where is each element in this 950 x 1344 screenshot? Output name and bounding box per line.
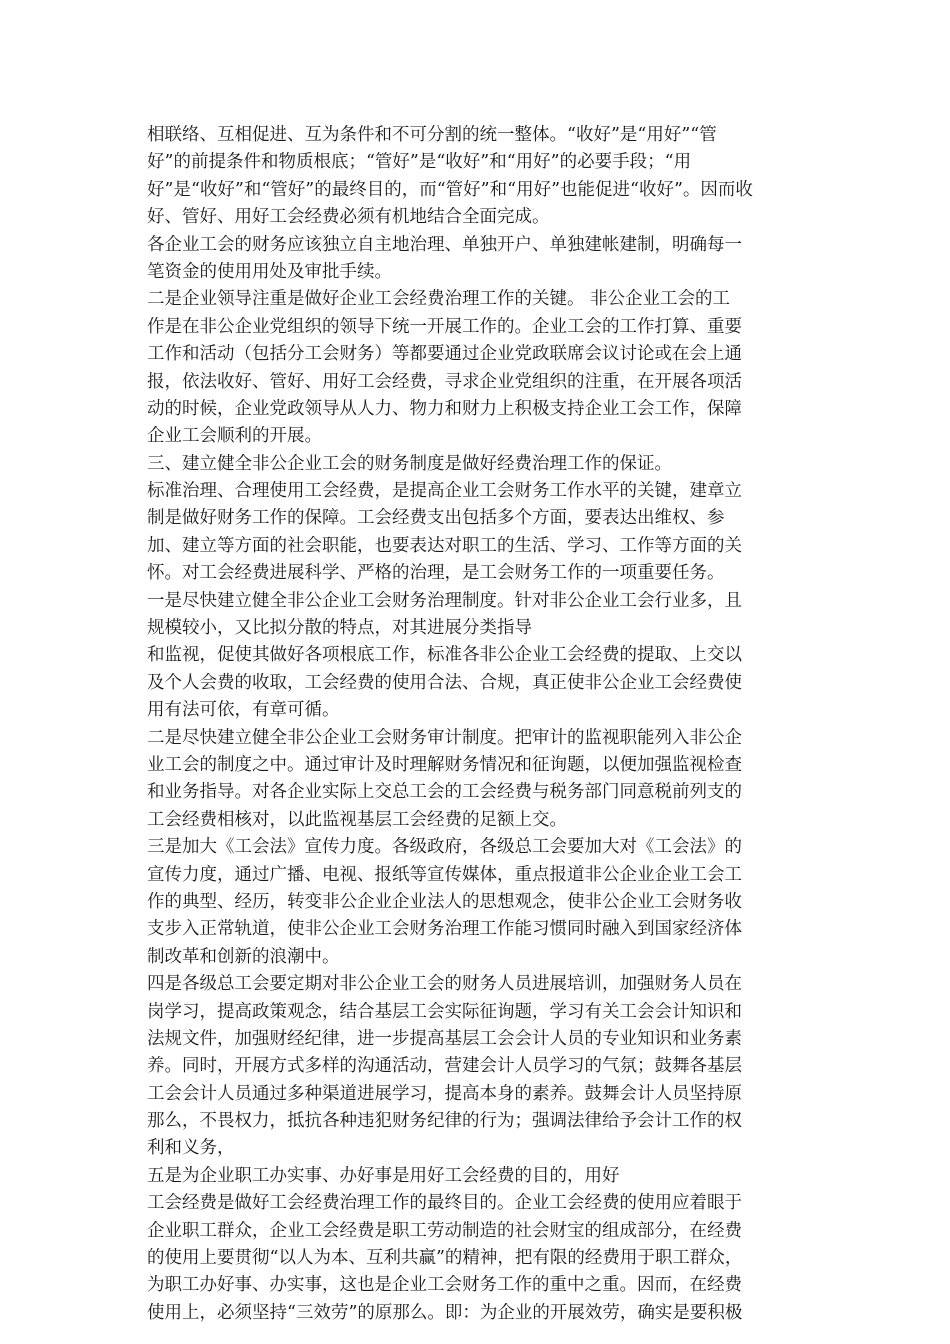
text-line: 好”的前提条件和物质根底；“管好”是“收好”和“用好”的必要手段；“用 [147, 152, 692, 173]
text-line: 笔资金的使用用处及审批手续。 [147, 261, 392, 282]
text-line: 及个人会费的收取，工会经费的使用合法、合规，真正使非公企业工会经费使 [147, 672, 742, 693]
text-line: 报，依法收好、管好、用好工会经费，寻求企业党组织的注重，在开展各项活 [147, 371, 742, 392]
text-line: 企业职工群众，企业工会经费是职工劳动制造的社会财宝的组成部分，在经费 [147, 1220, 742, 1241]
text-line: 好、管好、用好工会经费必须有机地结合全面完成。 [147, 207, 550, 228]
text-line: 和监视，促使其做好各项根底工作，标准各非公企业工会经费的提取、上交以 [147, 645, 742, 666]
text-line: 支步入正常轨道，使非公企业工会财务治理工作能习惯同时融入到国家经济体 [147, 919, 742, 940]
text-line: 和业务指导。对各企业实际上交总工会的工会经费与税务部门同意税前列支的 [147, 782, 742, 803]
text-line: 标准治理、合理使用工会经费，是提高企业工会财务工作水平的关键，建章立 [147, 481, 742, 502]
text-line: 制是做好财务工作的保障。工会经费支出包括多个方面，要表达出维权、参 [147, 508, 725, 529]
text-line: 养。同时，开展方式多样的沟通活动，营建会计人员学习的气氛；鼓舞各基层 [147, 1056, 742, 1077]
text-line: 利和义务， [147, 1138, 235, 1159]
text-line: 为职工办好事、办实事，这也是企业工会财务工作的重中之重。因而，在经费 [147, 1275, 742, 1296]
text-line: 怀。对工会经费进展科学、严格的治理，是工会财务工作的一项重要任务。 [147, 563, 725, 584]
text-line: 那么，不畏权力，抵抗各种违犯财务纪律的行为；强调法律给予会计工作的权 [147, 1111, 742, 1132]
text-line: 三是加大《工会法》宣传力度。各级政府，各级总工会要加大对《工会法》的 [147, 837, 742, 858]
text-line: 一是尽快建立健全非公企业工会财务治理制度。针对非公企业工会行业多，且 [147, 590, 742, 611]
text-line: 宣传力度，通过广播、电视、报纸等宣传媒体，重点报道非公企业企业工会工 [147, 864, 742, 885]
text-line: 二是尽快建立健全非公企业工会财务审计制度。把审计的监视职能列入非公企 [147, 727, 742, 748]
text-line: 五是为企业职工办实事、办好事是用好工会经费的目的，用好 [147, 1165, 620, 1186]
text-line: 工会经费是做好工会经费治理工作的最终目的。企业工会经费的使用应着眼于 [147, 1193, 742, 1214]
text-line: 使用上，必须坚持“三效劳”的原那么。即：为企业的开展效劳，确实是要积极 [147, 1302, 743, 1323]
text-line: 作的典型、经历，转变非公企业企业法人的思想观念，使非公企业工会财务收 [147, 891, 742, 912]
text-line: 岗学习，提高政策观念，结合基层工会实际征询题，学习有关工会会计知识和 [147, 1001, 742, 1022]
text-line: 工会经费相核对，以此监视基层工会经费的足额上交。 [147, 809, 567, 830]
text-line: 工会会计人员通过多种渠道进展学习，提高本身的素养。鼓舞会计人员坚持原 [147, 1083, 742, 1104]
text-line: 用有法可依，有章可循。 [147, 700, 340, 721]
text-line: 三、建立健全非公企业工会的财务制度是做好经费治理工作的保证。 [147, 453, 672, 474]
text-line: 二是企业领导注重是做好企业工会经费治理工作的关键。 非公企业工会的工 [147, 289, 731, 310]
text-line: 工作和活动（包括分工会财务）等都要通过企业党政联席会议讨论或在会上通 [147, 344, 742, 365]
text-line: 动的时候，企业党政领导从人力、物力和财力上积极支持企业工会工作，保障 [147, 398, 742, 419]
text-line: 作是在非公企业党组织的领导下统一开展工作的。企业工会的工作打算、重要 [147, 316, 742, 337]
text-line: 加、建立等方面的社会职能，也要表达对职工的生活、学习、工作等方面的关 [147, 535, 742, 556]
text-line: 相联络、互相促进、互为条件和不可分割的统一整体。“收好”是“用好”“管 [147, 125, 717, 145]
text-line: 企业工会顺利的开展。 [147, 426, 322, 447]
text-line: 的使用上要贯彻“以人为本、互利共赢”的精神，把有限的经费用于职工群众， [147, 1248, 743, 1269]
text-line: 业工会的制度之中。通过审计及时理解财务情况和征询题，以便加强监视检查 [147, 754, 742, 775]
text-line: 制改革和创新的浪潮中。 [147, 946, 340, 967]
text-line: 各企业工会的财务应该独立自主地治理、单独开户、单独建帐建制，明确每一 [147, 234, 742, 255]
text-line: 法规文件，加强财经纪律，进一步提高基层工会会计人员的专业知识和业务素 [147, 1028, 742, 1049]
body-text [147, 122, 807, 1327]
text-line: 好”是“收好”和“管好”的最终目的，而“管好”和“用好”也能促进“收好”。因而收 [147, 179, 753, 200]
text-line: 四是各级总工会要定期对非公企业工会的财务人员进展培训，加强财务人员在 [147, 974, 742, 995]
text-line: 规模较小，又比拟分散的特点，对其进展分类指导 [147, 618, 532, 639]
